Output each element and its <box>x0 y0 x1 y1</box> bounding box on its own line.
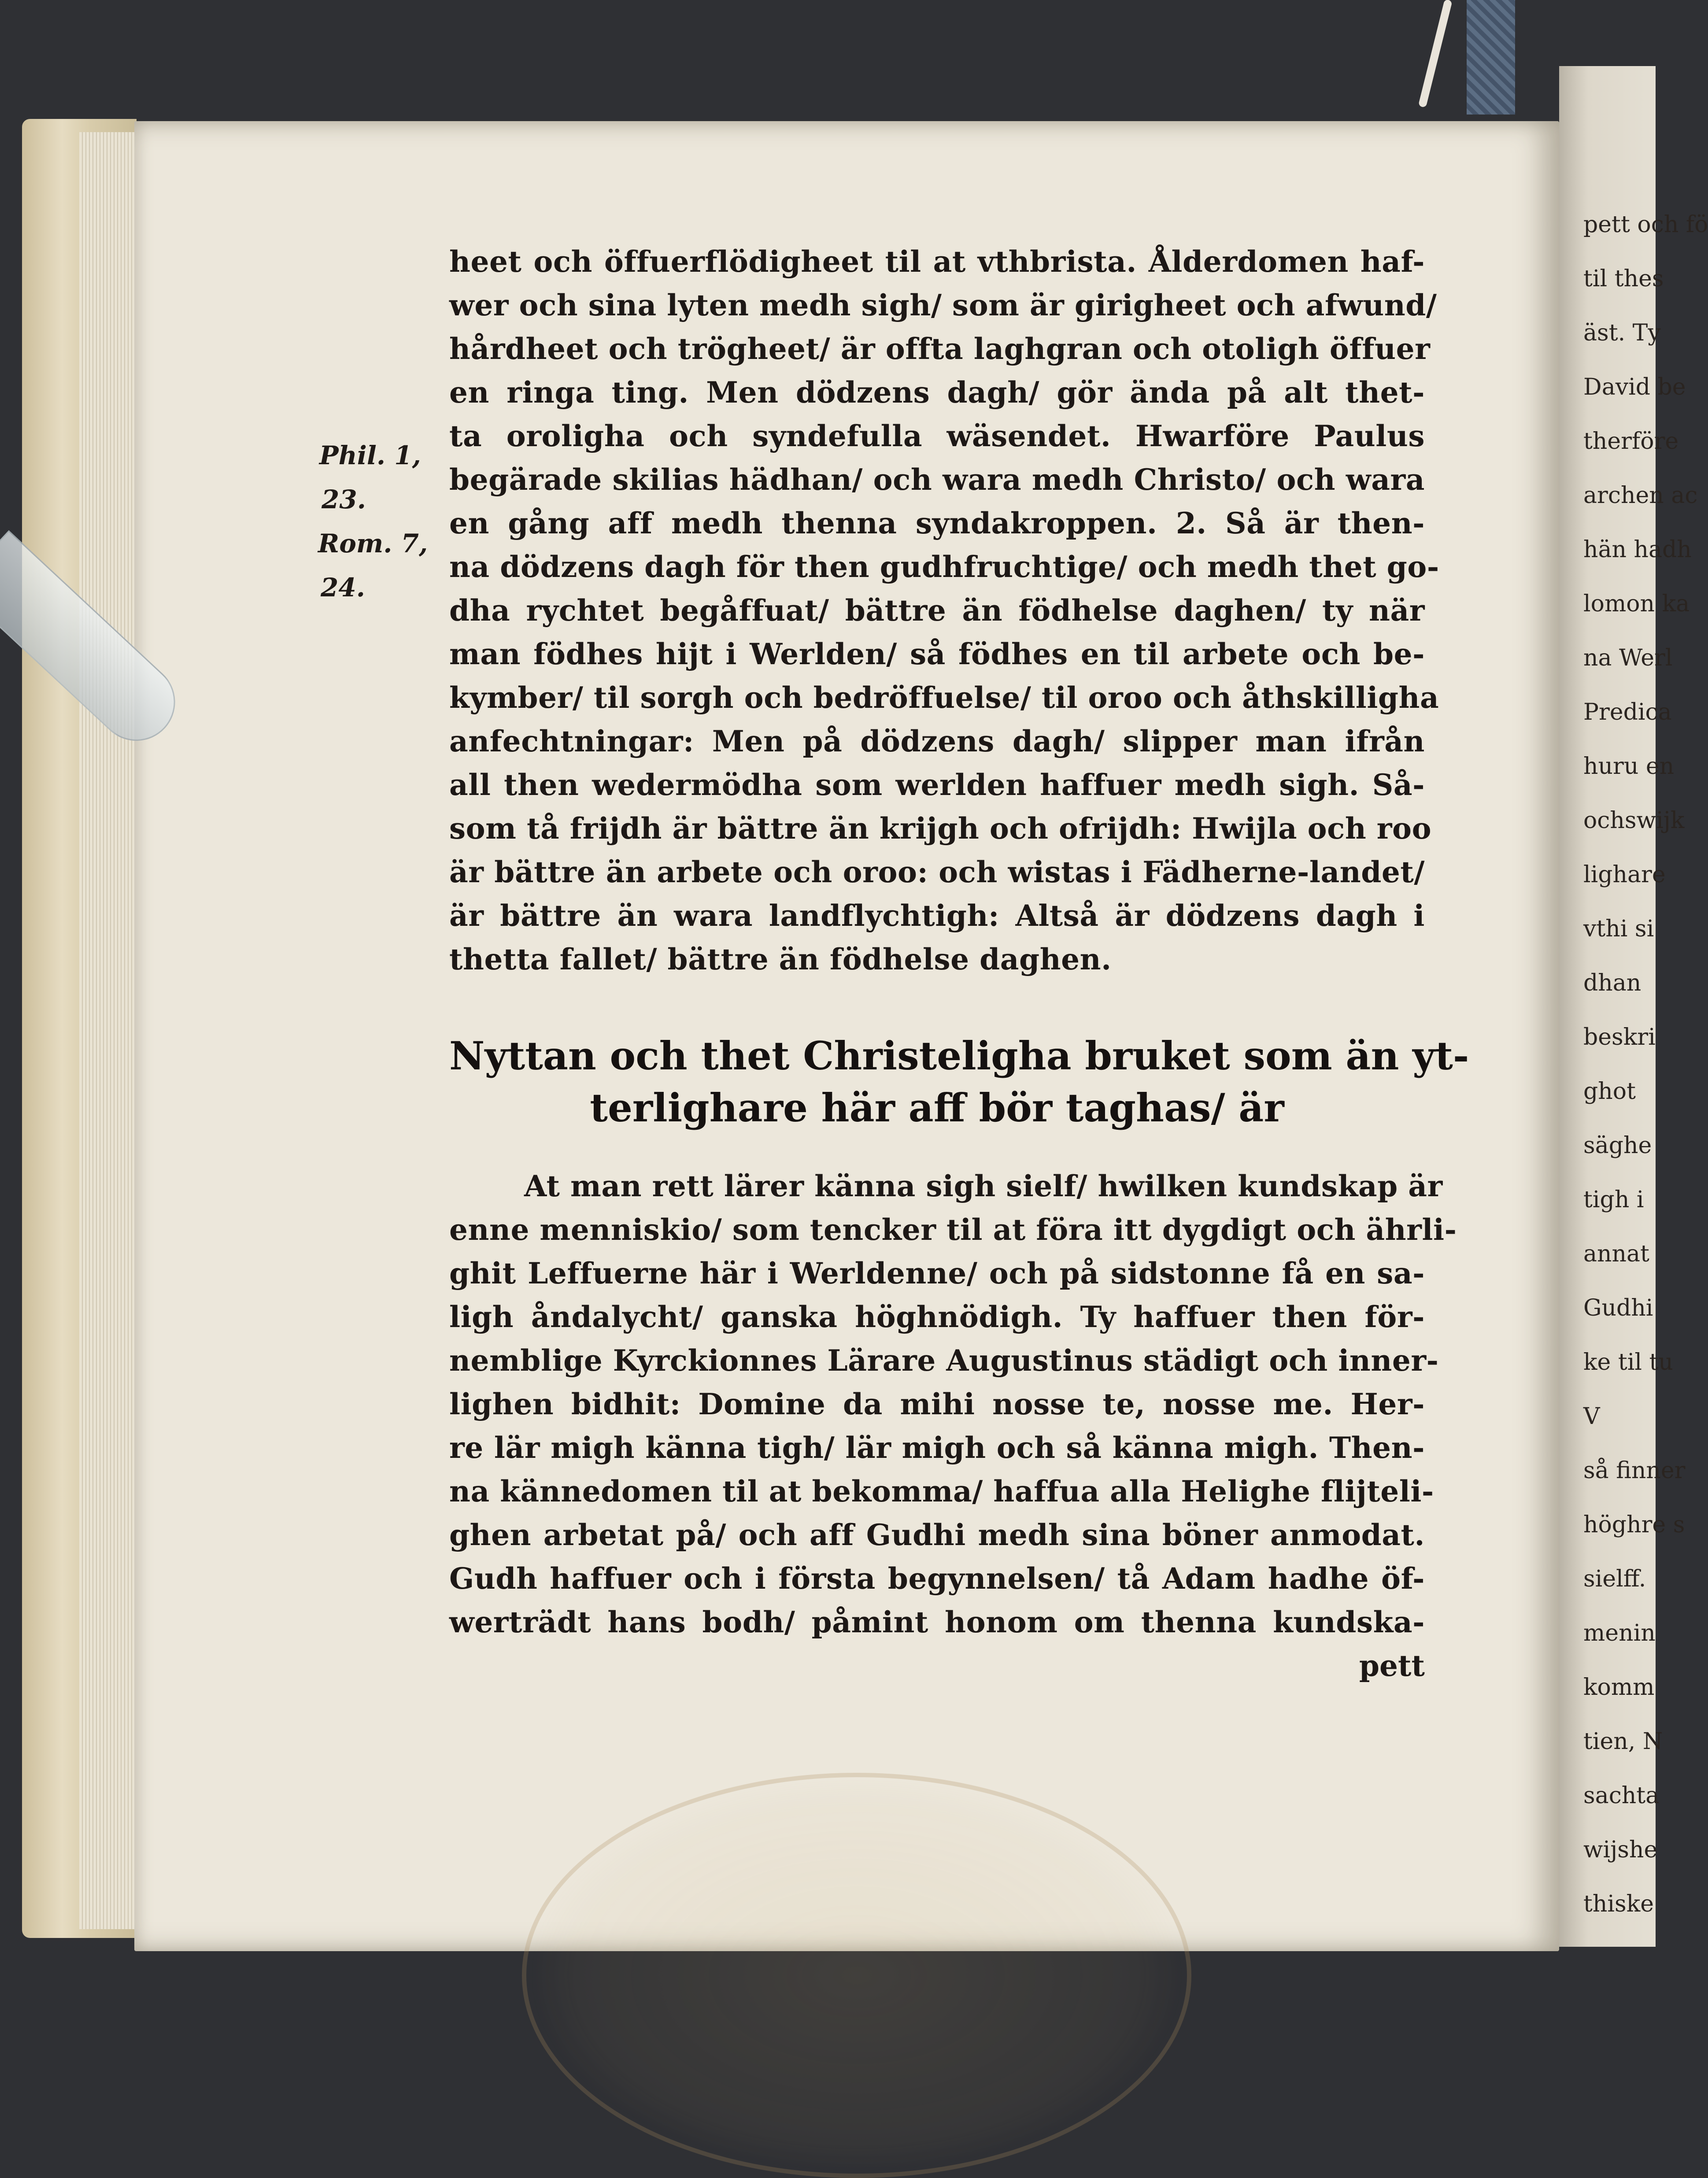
body-line: werträdt hans bodh/ påmint honom om thenna kundska- <box>449 1605 1425 1639</box>
margin-note: Rom. 7, <box>318 529 428 558</box>
facing-page <box>1559 66 1708 1947</box>
facing-page-fragment: na Werl <box>1583 645 1673 671</box>
facing-page-fragment: höghre s <box>1583 1512 1685 1538</box>
facing-page-fragment: hän hadh <box>1583 536 1692 563</box>
facing-page-fragment: therföre <box>1583 428 1679 455</box>
facing-page-fragment: pett och fö <box>1583 211 1708 238</box>
text-line: hårdheet och trögheet/ är offta laghgran och otoligh öffuer <box>449 332 1431 366</box>
page-stack-edge <box>79 132 137 1929</box>
facing-page-fragment: Predica <box>1583 699 1672 725</box>
water-stain <box>522 1773 1191 2178</box>
text-line: dha rychtet begåffuat/ bättre än födhelse daghen/ ty när <box>449 593 1425 628</box>
facing-page-fragment: V <box>1583 1403 1600 1430</box>
facing-page-fragment: sachta <box>1583 1782 1660 1809</box>
text-line: kymber/ til sorgh och bedröffuelse/ til oroo och åthskilligha <box>449 680 1439 715</box>
facing-page-fragment: dhan <box>1583 970 1641 996</box>
binding-ribbon <box>1467 0 1515 115</box>
text-line: na dödzens dagh för then gudhfruchtige/ och medh thet go- <box>449 550 1439 584</box>
text-line: wer och sina lyten medh sigh/ som är girigheet och afwund/ <box>449 288 1437 322</box>
text-line: thetta fallet/ bättre än födhelse daghen. <box>449 942 1112 976</box>
text-line: ta oroligha och syndefulla wäsendet. Hwarföre Paulus <box>449 419 1425 453</box>
facing-page-fragment: Gudhi <box>1583 1295 1653 1321</box>
text-line: är bättre än arbete och oroo: och wistas i Fädherne-landet/ <box>449 855 1425 889</box>
facing-page-fragment: David be <box>1583 374 1686 400</box>
facing-page-fragment: menin <box>1583 1620 1656 1646</box>
text-line: heet och öffuerflödigheet til at vthbrista. Ålderdomen haf- <box>449 244 1425 279</box>
facing-page-fragment: archen ac <box>1583 482 1698 509</box>
facing-page-fragment: tigh i <box>1583 1187 1644 1213</box>
body-line: ligh åndalycht/ ganska höghnödigh. Ty haffuer then för- <box>449 1300 1425 1334</box>
text-line: man födhes hijt i Werlden/ så födhes en til arbete och be- <box>449 637 1425 671</box>
facing-page-fragment: annat <box>1583 1241 1649 1267</box>
facing-page-fragment: ke til tu <box>1583 1349 1673 1376</box>
text-line: en ringa ting. Men dödzens dagh/ gör ända på alt thet- <box>449 375 1425 410</box>
section-heading: Nyttan och thet Christeligha bruket som än yt- <box>449 1033 1469 1079</box>
body-line: lighen bidhit: Domine da mihi nosse te, nosse me. Her- <box>449 1387 1425 1421</box>
text-line: anfechtningar: Men på dödzens dagh/ slipper man ifrån <box>449 724 1425 758</box>
facing-page-fragment: säghe <box>1583 1132 1652 1159</box>
facing-page-fragment: sielff. <box>1583 1566 1646 1592</box>
facing-page-fragment: så finner <box>1583 1457 1686 1484</box>
facing-page-fragment: beskri <box>1583 1024 1656 1050</box>
facing-page-fragment: vthi si <box>1583 916 1654 942</box>
body-line: re lär migh känna tigh/ lär migh och så känna migh. Then- <box>449 1431 1425 1465</box>
binding-string <box>1418 0 1453 108</box>
facing-page-fragment: äst. Ty <box>1583 320 1661 346</box>
section-heading: terlighare här aff bör taghas/ är <box>590 1085 1284 1131</box>
text-line: all then wedermödha som werlden haffuer medh sigh. Så- <box>449 768 1425 802</box>
body-line: enne menniskio/ som tencker til at föra itt dygdigt och ährli- <box>449 1213 1457 1247</box>
facing-page-fragment: lomon ka <box>1583 591 1690 617</box>
text-line: är bättre än wara landflychtigh: Altså är dödzens dagh i <box>449 899 1425 933</box>
text-line: begärade skilias hädhan/ och wara medh Christo/ och wara <box>449 462 1425 497</box>
facing-page-fragment: ochswijk <box>1583 807 1685 834</box>
facing-page-fragment: thiske <box>1583 1891 1654 1917</box>
facing-page-fragment: wijshe <box>1583 1837 1658 1863</box>
body-line: Gudh haffuer och i första begynnelsen/ tå Adam hadhe öf- <box>449 1561 1425 1596</box>
body-line: ghit Leffuerne här i Werldenne/ och på sidstonne få en sa- <box>449 1256 1425 1291</box>
facing-page-fragment: til thes <box>1583 266 1664 292</box>
margin-note: 24. <box>321 573 365 603</box>
body-line: na kännedomen til at bekomma/ haffua alla Helighe flijteli- <box>449 1474 1434 1509</box>
main-text-block <box>449 240 1469 1688</box>
facing-page-fragment: ghot <box>1583 1078 1636 1105</box>
facing-page-fragment: komm <box>1583 1674 1655 1701</box>
text-line: en gång aff medh thenna syndakroppen. 2. Så är then- <box>449 506 1425 540</box>
catchword: pett <box>1359 1649 1425 1683</box>
facing-page-fragment: huru en <box>1583 753 1675 780</box>
text-line: som tå frijdh är bättre än krijgh och ofrijdh: Hwijla och roo <box>449 811 1432 846</box>
body-line: At man rett lärer känna sigh sielf/ hwilken kundskap är <box>524 1169 1443 1203</box>
body-line: nemblige Kyrckionnes Lärare Augustinus städigt och inner- <box>449 1343 1439 1378</box>
margin-note: 23. <box>322 484 366 514</box>
facing-page-fragment: tien, N <box>1583 1728 1663 1755</box>
body-line: ghen arbetat på/ och aff Gudhi medh sina böner anmodat. <box>449 1518 1425 1552</box>
facing-page-fragment: lighare <box>1583 862 1666 888</box>
margin-note: Phil. 1, <box>319 440 421 470</box>
